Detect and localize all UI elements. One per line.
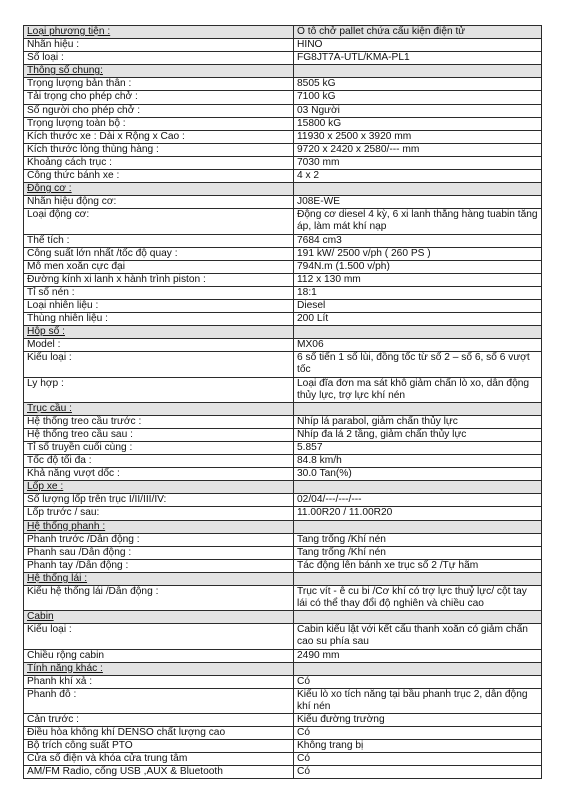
section-title xyxy=(24,481,294,494)
section-title-text: Động cơ : xyxy=(27,183,72,195)
spec-label-text: Số lượng lốp trên trục I/II/III/IV: xyxy=(27,494,167,506)
spec-label-text: Cản trước : xyxy=(27,713,79,725)
section-header-row xyxy=(24,326,542,339)
spec-label-text: Kích thước xe : Dài x Rộng x Cao : xyxy=(27,130,185,142)
spec-value-text: 112 x 130 mm xyxy=(297,273,361,285)
spec-value-text: 8505 kG xyxy=(297,78,336,90)
spec-row xyxy=(24,156,542,169)
spec-label-text: Tải trọng cho phép chở : xyxy=(27,91,138,103)
spec-row xyxy=(24,688,542,713)
spec-label xyxy=(24,247,294,260)
spec-value xyxy=(294,377,542,402)
spec-value-text: 11.00R20 / 11.00R20 xyxy=(297,507,393,519)
spec-value-text: 84.8 km/h xyxy=(297,455,342,467)
spec-label xyxy=(24,260,294,273)
section-header-row xyxy=(24,662,542,675)
section-title xyxy=(24,65,294,78)
spec-label-text: Cửa số điện và khóa cửa trung tâm xyxy=(27,753,188,765)
section-title-text: Lốp xe : xyxy=(27,481,64,493)
spec-row xyxy=(24,143,542,156)
spec-value-text: Loại đĩa đơn ma sát khô giảm chấn lò xo, dẫn động thủy lực, trợ lực khí nén xyxy=(297,377,530,401)
section-value xyxy=(294,662,542,675)
section-value xyxy=(294,26,542,39)
spec-row xyxy=(24,442,542,455)
spec-label-text: Số loại : xyxy=(27,52,64,64)
spec-label-text: Thùng nhiên liệu : xyxy=(27,313,108,325)
spec-value-text: 7030 mm xyxy=(297,156,340,168)
spec-label-text: Hệ thống treo cầu trước : xyxy=(27,415,142,427)
spec-value xyxy=(294,559,542,572)
section-header-row xyxy=(24,520,542,533)
spec-value xyxy=(294,468,542,481)
spec-value-text: 9720 x 2420 x 2580/--- mm xyxy=(297,143,420,155)
section-header-row xyxy=(24,481,542,494)
spec-value xyxy=(294,507,542,520)
spec-value-text: Tang trống /Khí nén xyxy=(297,546,386,558)
spec-label xyxy=(24,455,294,468)
spec-label xyxy=(24,766,294,779)
spec-label-text: Ly hợp : xyxy=(27,377,64,389)
spec-row xyxy=(24,753,542,766)
spec-label xyxy=(24,170,294,183)
section-header-row xyxy=(24,572,542,585)
spec-label xyxy=(24,377,294,402)
spec-value xyxy=(294,313,542,326)
spec-value xyxy=(294,286,542,299)
spec-value xyxy=(294,143,542,156)
spec-label xyxy=(24,740,294,753)
section-header-row xyxy=(24,183,542,196)
spec-label xyxy=(24,442,294,455)
spec-label xyxy=(24,52,294,65)
section-title-text: Hệ thống phanh : xyxy=(27,520,106,532)
spec-value xyxy=(294,39,542,52)
spec-row xyxy=(24,313,542,326)
spec-value-text: Có xyxy=(297,766,311,778)
spec-label-text: Nhãn hiệu động cơ: xyxy=(27,196,117,208)
spec-row xyxy=(24,740,542,753)
spec-row xyxy=(24,286,542,299)
spec-row xyxy=(24,91,542,104)
spec-label xyxy=(24,104,294,117)
spec-value xyxy=(294,546,542,559)
spec-value xyxy=(294,624,542,649)
section-value xyxy=(294,65,542,78)
spec-label xyxy=(24,415,294,428)
spec-value-text: FG8JT7A-UTL/KMA-PL1 xyxy=(297,52,410,64)
spec-label xyxy=(24,286,294,299)
spec-label-text: Kiểu hệ thống lái /Dẫn động : xyxy=(27,586,159,598)
spec-row xyxy=(24,196,542,209)
spec-row xyxy=(24,104,542,117)
spec-value-text: 03 Người xyxy=(297,104,340,116)
spec-label xyxy=(24,130,294,143)
spec-value-text: Nhíp đa lá 2 tầng, giảm chấn thủy lực xyxy=(297,428,467,440)
section-value xyxy=(294,402,542,415)
spec-label-text: Loại nhiên liệu : xyxy=(27,299,99,311)
spec-value-text: Trục vít - ê cu bi /Cơ khí có trợ lực thuỷ lực/ cột tay lái có thể thay đổi độ nghiên và chiều cao xyxy=(297,586,527,610)
spec-value xyxy=(294,170,542,183)
spec-label-text: AM/FM Radio, cổng USB ,AUX & Bluetooth xyxy=(27,766,223,778)
spec-row xyxy=(24,428,542,441)
spec-value xyxy=(294,586,542,611)
spec-label xyxy=(24,649,294,662)
spec-label-text: Tỉ số truyền cuối cùng : xyxy=(27,442,133,453)
spec-value-text: J08E-WE xyxy=(297,196,341,208)
spec-label xyxy=(24,727,294,740)
spec-value xyxy=(294,260,542,273)
spec-value xyxy=(294,52,542,65)
spec-label xyxy=(24,156,294,169)
spec-value xyxy=(294,78,542,91)
spec-label-text: Phanh tay /Dẫn động : xyxy=(27,559,129,571)
spec-label-text: Bộ trích công suất PTO xyxy=(27,740,133,752)
spec-label-text: Khả năng vượt dốc : xyxy=(27,468,120,480)
section-value xyxy=(294,572,542,585)
spec-row xyxy=(24,377,542,402)
spec-row xyxy=(24,170,542,183)
spec-value xyxy=(294,247,542,260)
spec-label-text: Điều hòa không khí DENSO chất lượng cao xyxy=(27,727,226,739)
spec-label xyxy=(24,713,294,726)
section-value-text: Ô tô chở pallet chứa cấu kiện điện tử xyxy=(297,26,466,37)
spec-row xyxy=(24,260,542,273)
section-title xyxy=(24,611,294,624)
spec-row xyxy=(24,352,542,377)
spec-value-text: Có xyxy=(297,753,311,765)
spec-label-text: Khoảng cách trục : xyxy=(27,156,112,168)
section-title-text: Thông số chung: xyxy=(27,65,103,77)
spec-label-text: Thể tích : xyxy=(27,234,70,246)
spec-value-text: 7684 cm3 xyxy=(297,234,342,246)
spec-value-text: Tác động lên bánh xe trục số 2 /Tự hãm xyxy=(297,559,479,571)
spec-value xyxy=(294,130,542,143)
spec-value xyxy=(294,91,542,104)
section-title xyxy=(24,326,294,339)
spec-value-text: 11930 x 2500 x 3920 mm xyxy=(297,130,412,142)
spec-row xyxy=(24,247,542,260)
spec-label xyxy=(24,234,294,247)
spec-label-text: Đường kính xi lanh x hành trình piston : xyxy=(27,273,206,285)
spec-label-text: Chiều rộng cabin xyxy=(27,649,105,661)
spec-value xyxy=(294,740,542,753)
spec-value-text: Có xyxy=(297,727,311,739)
spec-row xyxy=(24,299,542,312)
spec-row xyxy=(24,727,542,740)
spec-value-text: 2490 mm xyxy=(297,649,340,661)
spec-value xyxy=(294,455,542,468)
spec-value-text: 794N.m (1.500 v/ph) xyxy=(297,260,390,272)
spec-label-text: Số người cho phép chở : xyxy=(27,104,141,116)
spec-value xyxy=(294,533,542,546)
section-title xyxy=(24,402,294,415)
spec-row xyxy=(24,130,542,143)
spec-row xyxy=(24,52,542,65)
spec-value-text: 18:1 xyxy=(297,286,317,298)
spec-label xyxy=(24,428,294,441)
spec-row xyxy=(24,713,542,726)
section-title-text: Loại phương tiện : xyxy=(27,26,111,37)
spec-label xyxy=(24,299,294,312)
spec-value xyxy=(294,104,542,117)
spec-label xyxy=(24,209,294,234)
spec-value-text: 02/04/---/---/--- xyxy=(297,494,362,506)
spec-value xyxy=(294,209,542,234)
section-title-text: Cabin xyxy=(27,611,54,623)
spec-row xyxy=(24,507,542,520)
spec-label-text: Mô men xoắn cực đại xyxy=(27,260,125,272)
spec-value-text: 5.857 xyxy=(297,442,323,453)
spec-label xyxy=(24,352,294,377)
spec-label-text: Công suất lớn nhất /tốc độ quay : xyxy=(27,247,178,259)
spec-row xyxy=(24,533,542,546)
spec-value xyxy=(294,352,542,377)
section-header-row xyxy=(24,26,542,39)
spec-label-text: Kiểu loại : xyxy=(27,352,72,364)
spec-value xyxy=(294,196,542,209)
spec-label xyxy=(24,624,294,649)
spec-value xyxy=(294,415,542,428)
spec-row xyxy=(24,209,542,234)
spec-label-text: Loại động cơ: xyxy=(27,209,90,221)
spec-label-text: Kích thước lòng thùng hàng : xyxy=(27,143,159,155)
spec-row xyxy=(24,468,542,481)
spec-value xyxy=(294,339,542,352)
section-title xyxy=(24,572,294,585)
spec-label xyxy=(24,494,294,507)
spec-label xyxy=(24,273,294,286)
section-value xyxy=(294,481,542,494)
spec-label-text: Trọng lượng toàn bộ : xyxy=(27,117,126,129)
spec-value xyxy=(294,753,542,766)
spec-row xyxy=(24,39,542,52)
spec-value-text: Động cơ diesel 4 kỳ, 6 xi lanh thẳng hàng tuabin tăng áp, làm mát khí nạp xyxy=(297,209,538,233)
spec-row xyxy=(24,624,542,649)
spec-value-text: 15800 kG xyxy=(297,117,342,129)
spec-value xyxy=(294,494,542,507)
spec-value xyxy=(294,428,542,441)
spec-value xyxy=(294,273,542,286)
spec-value-text: Diesel xyxy=(297,299,326,311)
spec-row xyxy=(24,675,542,688)
spec-label xyxy=(24,117,294,130)
spec-label xyxy=(24,143,294,156)
spec-value xyxy=(294,649,542,662)
spec-row xyxy=(24,339,542,352)
spec-row xyxy=(24,559,542,572)
spec-label-text: Hệ thống treo cầu sau : xyxy=(27,428,133,440)
spec-label xyxy=(24,196,294,209)
spec-label xyxy=(24,78,294,91)
spec-label-text: Lốp trước / sau: xyxy=(27,507,100,519)
section-title-text: Hộp số : xyxy=(27,326,65,338)
spec-row xyxy=(24,766,542,779)
section-title xyxy=(24,520,294,533)
spec-label-text: Công thức bánh xe : xyxy=(27,170,120,182)
spec-value-text: 30.0 Tan(%) xyxy=(297,468,352,480)
spec-label-text: Tỉ số nén : xyxy=(27,286,75,298)
spec-value-text: 200 Lít xyxy=(297,313,329,325)
spec-label xyxy=(24,468,294,481)
spec-value-text: Kiểu lò xo tích năng tại bầu phanh trục 2, dẫn động khí nén xyxy=(297,688,528,712)
section-title-text: Tính năng khác : xyxy=(27,662,103,674)
section-title-text: Hệ thống lái : xyxy=(27,572,88,584)
spec-label xyxy=(24,688,294,713)
spec-value-text: 191 kW/ 2500 v/ph ( 260 PS ) xyxy=(297,247,431,259)
spec-value xyxy=(294,117,542,130)
spec-label xyxy=(24,546,294,559)
spec-value-text: Nhíp lá parabol, giảm chấn thủy lực xyxy=(297,415,458,427)
spec-value-text: Kiểu đường trường xyxy=(297,713,385,725)
section-title xyxy=(24,662,294,675)
spec-label xyxy=(24,533,294,546)
section-value xyxy=(294,520,542,533)
section-value xyxy=(294,183,542,196)
spec-value-text: MX06 xyxy=(297,339,324,351)
spec-value xyxy=(294,766,542,779)
spec-row xyxy=(24,78,542,91)
spec-row xyxy=(24,273,542,286)
section-title xyxy=(24,183,294,196)
spec-label-text: Trọng lượng bản thân : xyxy=(27,78,132,90)
spec-label xyxy=(24,559,294,572)
spec-value xyxy=(294,713,542,726)
spec-label-text: Phanh sau /Dẫn động : xyxy=(27,546,132,558)
spec-row xyxy=(24,546,542,559)
spec-row xyxy=(24,586,542,611)
spec-value xyxy=(294,727,542,740)
section-header-row xyxy=(24,65,542,78)
spec-label xyxy=(24,753,294,766)
spec-value-text: Tang trống /Khí nén xyxy=(297,533,386,545)
spec-value xyxy=(294,442,542,455)
spec-value xyxy=(294,234,542,247)
spec-label-text: Phanh trước /Dẫn động : xyxy=(27,533,140,545)
spec-value-text: 6 số tiến 1 số lùi, đồng tốc từ số 2 – số 6, số 6 vượt tốc xyxy=(297,352,530,376)
spec-value xyxy=(294,299,542,312)
spec-label xyxy=(24,313,294,326)
section-title xyxy=(24,26,294,39)
spec-row xyxy=(24,415,542,428)
section-title-text: Trục cầu : xyxy=(27,402,72,414)
spec-value-text: 7100 kG xyxy=(297,91,336,103)
spec-label-text: Model : xyxy=(27,339,61,351)
spec-value-text: 4 x 2 xyxy=(297,170,320,182)
spec-label-text: Tốc độ tối đa : xyxy=(27,455,92,467)
spec-label xyxy=(24,339,294,352)
spec-row xyxy=(24,234,542,247)
section-value xyxy=(294,326,542,339)
spec-value-text: HINO xyxy=(297,39,323,51)
spec-label xyxy=(24,39,294,52)
spec-row xyxy=(24,494,542,507)
spec-value-text: Không trang bị xyxy=(297,740,364,752)
spec-value xyxy=(294,156,542,169)
spec-table-body xyxy=(24,26,542,779)
spec-row xyxy=(24,455,542,468)
spec-table xyxy=(23,25,542,779)
spec-label xyxy=(24,507,294,520)
spec-value xyxy=(294,675,542,688)
spec-label-text: Phanh khí xả : xyxy=(27,675,93,687)
section-header-row xyxy=(24,402,542,415)
spec-value-text: Cabin kiểu lật với kết cấu thanh xoắn có giảm chấn cao su phía sau xyxy=(297,624,528,648)
spec-label-text: Phanh đỗ : xyxy=(27,688,77,700)
spec-label-text: Kiểu loại : xyxy=(27,624,72,636)
spec-row xyxy=(24,117,542,130)
spec-label xyxy=(24,91,294,104)
spec-value-text: Có xyxy=(297,675,311,687)
spec-label-text: Nhãn hiệu : xyxy=(27,39,80,51)
section-header-row xyxy=(24,611,542,624)
spec-value xyxy=(294,688,542,713)
spec-label xyxy=(24,586,294,611)
spec-row xyxy=(24,649,542,662)
section-value xyxy=(294,611,542,624)
spec-label xyxy=(24,675,294,688)
